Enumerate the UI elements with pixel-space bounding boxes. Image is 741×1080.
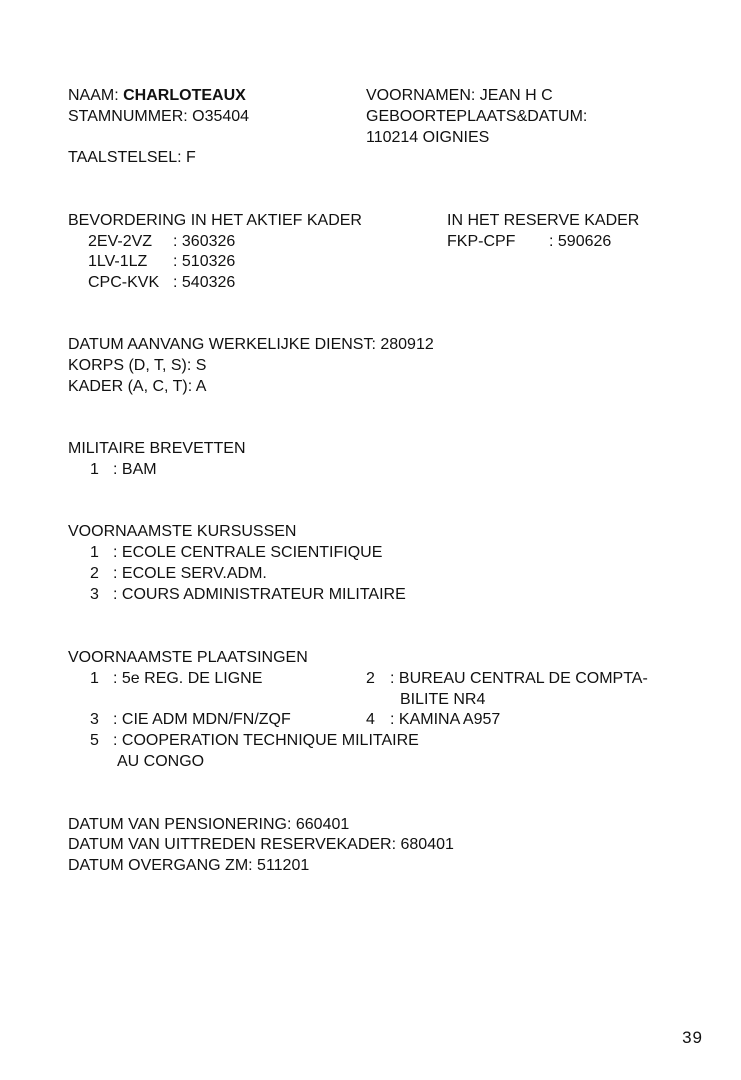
aktief-value: : 360326 (173, 233, 236, 250)
plaatsing-item (90, 669, 262, 689)
naam-value: CHARLOTEAUX (123, 87, 246, 104)
kursus-item (90, 564, 267, 584)
stamnummer: STAMNUMMER: O35404 (68, 108, 250, 125)
item-text: : BUREAU CENTRAL DE COMPTA- (390, 670, 648, 687)
aktief-code: 1LV-1LZ (88, 253, 148, 270)
reserve-kader-title: IN HET RESERVE KADER (447, 212, 640, 229)
kursus-item (90, 543, 382, 563)
reserve-value: : 590626 (549, 233, 612, 250)
aktief-code: 2EV-2VZ (88, 233, 153, 250)
aktief-item (88, 252, 235, 272)
item-text: : BAM (113, 461, 157, 478)
plaatsingen-title: VOORNAAMSTE PLAATSINGEN (68, 649, 308, 666)
aktief-value: : 540326 (173, 274, 236, 291)
brevetten-title: MILITAIRE BREVETTEN (68, 440, 246, 457)
item-number: 2 (366, 670, 375, 687)
item-number: 1 (90, 544, 99, 561)
item-number: 2 (90, 565, 99, 582)
naam-label: NAAM: (68, 87, 119, 104)
item-continuation: BILITE NR4 (400, 691, 486, 708)
datum-overgang: DATUM OVERGANG ZM: 511201 (68, 857, 310, 874)
reserve-code: FKP-CPF (447, 233, 516, 250)
item-text: : KAMINA A957 (390, 711, 501, 728)
kursus-item (90, 585, 406, 605)
reserve-item (447, 232, 611, 252)
geboorte-label: GEBOORTEPLAATS&DATUM: (366, 108, 588, 125)
aktief-code: CPC-KVK (88, 274, 160, 291)
item-text: : ECOLE SERV.ADM. (113, 565, 267, 582)
item-text: : ECOLE CENTRALE SCIENTIFIQUE (113, 544, 383, 561)
page-number: 39 (682, 1028, 703, 1047)
aktief-item (88, 232, 235, 252)
datum-pensionering: DATUM VAN PENSIONERING: 660401 (68, 816, 350, 833)
item-continuation: AU CONGO (117, 753, 205, 770)
item-text: : COURS ADMINISTRATEUR MILITAIRE (113, 586, 406, 603)
naam-line (68, 86, 246, 106)
aktief-item (88, 273, 235, 293)
plaatsing-item (366, 710, 500, 730)
aktief-kader-title: BEVORDERING IN HET AKTIEF KADER (68, 212, 362, 229)
item-number: 3 (90, 711, 99, 728)
datum-aanvang: DATUM AANVANG WERKELIJKE DIENST: 280912 (68, 336, 434, 353)
item-number: 1 (90, 461, 99, 478)
item-number: 4 (366, 711, 375, 728)
aktief-value: : 510326 (173, 253, 236, 270)
item-text: : COOPERATION TECHNIQUE MILITAIRE (113, 732, 419, 749)
kader: KADER (A, C, T): A (68, 378, 207, 395)
plaatsing-item (366, 669, 648, 689)
item-number: 5 (90, 732, 99, 749)
voornamen: VOORNAMEN: JEAN H C (366, 87, 553, 104)
plaatsing-item (90, 710, 291, 730)
geboorte-value: 110214 OIGNIES (366, 129, 490, 146)
item-text: : CIE ADM MDN/FN/ZQF (113, 711, 291, 728)
datum-uittreden: DATUM VAN UITTREDEN RESERVEKADER: 680401 (68, 836, 454, 853)
plaatsing-item (90, 731, 419, 751)
taalstelsel: TAALSTELSEL: F (68, 149, 196, 166)
item-text: : 5e REG. DE LIGNE (113, 670, 263, 687)
korps: KORPS (D, T, S): S (68, 357, 207, 374)
item-number: 1 (90, 670, 99, 687)
item-number: 3 (90, 586, 99, 603)
kursussen-title: VOORNAAMSTE KURSUSSEN (68, 523, 297, 540)
brevet-item (90, 460, 157, 480)
